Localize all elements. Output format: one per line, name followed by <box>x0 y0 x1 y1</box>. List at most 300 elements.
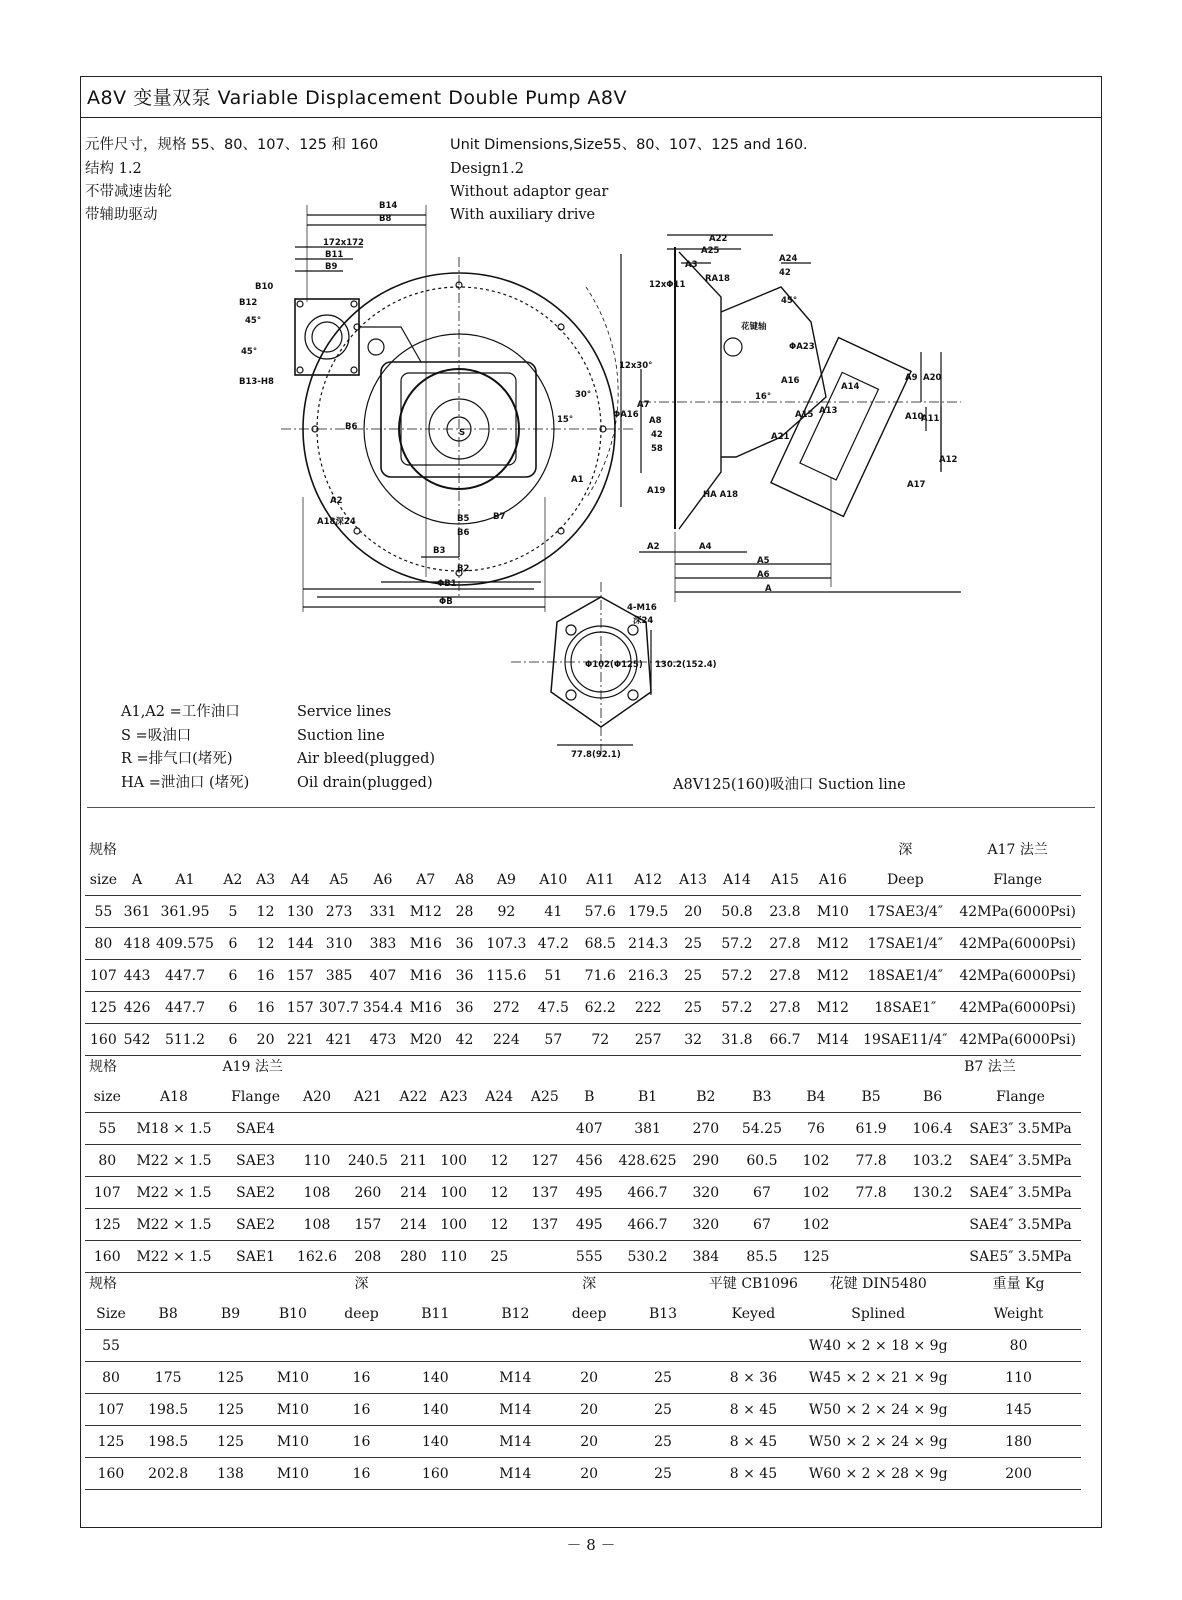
table-cell: 125 <box>85 1209 130 1241</box>
label-12x30-deg: 12x30° <box>619 361 653 371</box>
table-cell: 12 <box>475 1209 524 1241</box>
table-cell: 310 <box>318 928 361 960</box>
table-cell: 25 <box>619 1426 706 1458</box>
label-b10: B10 <box>255 282 274 292</box>
table-cell: SAE4″ 3.5MPa <box>960 1145 1081 1177</box>
table3-column-header: B11 <box>399 1298 472 1330</box>
table3-column-header: deep <box>324 1298 399 1330</box>
table-cell <box>293 1113 342 1145</box>
table2-column-header: B4 <box>795 1081 837 1113</box>
table-cell: 160 <box>85 1458 137 1490</box>
table-cell: 42MPa(6000Psi) <box>954 896 1081 928</box>
table-row <box>85 896 1081 928</box>
table-cell: 407 <box>566 1113 613 1145</box>
intro-cn-line-4: 带辅助驱动 <box>85 207 158 223</box>
page-title: A8V 变量双泵 Variable Displacement Double Pump A8V <box>87 87 628 109</box>
legend-item-cn: HA =泄油口 (堵死) <box>121 774 250 791</box>
table-cell: 68.5 <box>577 928 624 960</box>
table-cell: M10 <box>262 1458 324 1490</box>
table-row <box>85 960 1081 992</box>
table-cell: M10 <box>809 896 856 928</box>
table1-group-deep: 深 <box>898 841 913 858</box>
table-row <box>85 1177 1081 1209</box>
table-cell: M14 <box>472 1426 559 1458</box>
table-cell: W50 × 2 × 24 × 9g <box>800 1426 956 1458</box>
table-cell: 273 <box>318 896 361 928</box>
table-cell: 385 <box>318 960 361 992</box>
table-cell: W40 × 2 × 18 × 9g <box>800 1330 956 1362</box>
table-cell: 107 <box>85 960 122 992</box>
table-cell: 20 <box>559 1458 619 1490</box>
table2-column-header: A20 <box>293 1081 342 1113</box>
table-cell: 384 <box>683 1241 730 1273</box>
table-cell: 224 <box>483 1024 530 1056</box>
table3-column-header: Keyed <box>707 1298 801 1330</box>
table1-column-header: A4 <box>283 864 318 896</box>
table-cell: 130.2 <box>905 1177 960 1209</box>
legend-item-cn: S =吸油口 <box>121 727 192 744</box>
table-cell: 36 <box>446 960 483 992</box>
table1-column-header: A2 <box>218 864 249 896</box>
legend-item-cn: R =排气口(堵死) <box>121 751 233 767</box>
table1-column-header: A14 <box>714 864 761 896</box>
label-a2: A2 <box>330 496 343 506</box>
legend-item-en: Oil drain(plugged) <box>297 774 433 791</box>
table-cell: 25 <box>619 1394 706 1426</box>
table-cell: 100 <box>433 1209 475 1241</box>
table3-column-header: B12 <box>472 1298 559 1330</box>
table-cell: 66.7 <box>760 1024 809 1056</box>
table1-column-header: A11 <box>577 864 624 896</box>
table-cell: 16 <box>324 1458 399 1490</box>
table-cell: 67 <box>729 1209 795 1241</box>
table-cell: 12 <box>248 928 283 960</box>
table-cell: M10 <box>262 1394 324 1426</box>
label-phi-b: ΦB <box>439 597 453 607</box>
table2-header-row <box>85 1081 1081 1113</box>
table-cell: 16 <box>324 1426 399 1458</box>
table-cell: 125 <box>85 992 122 1024</box>
table-cell: M14 <box>472 1394 559 1426</box>
table-cell: 57 <box>530 1024 577 1056</box>
label-ra18: RA18 <box>705 274 730 284</box>
table-cell <box>524 1113 566 1145</box>
table2-column-header: B <box>566 1081 613 1113</box>
label-a19: A19 <box>647 486 666 496</box>
table-cell: 17SAE1/4″ <box>856 928 954 960</box>
label-a3: A3 <box>685 260 698 270</box>
table-cell: 198.5 <box>137 1394 199 1426</box>
table-cell: 80 <box>85 1362 137 1394</box>
table1-column-header: A8 <box>446 864 483 896</box>
table-cell: 8 × 45 <box>707 1458 801 1490</box>
table-cell: 354.4 <box>360 992 405 1024</box>
table-cell: 102 <box>795 1145 837 1177</box>
table-cell: 12 <box>248 896 283 928</box>
table-cell: 102 <box>795 1177 837 1209</box>
table-cell: SAE3 <box>219 1145 293 1177</box>
table-cell: 20 <box>559 1394 619 1426</box>
label-b2: B2 <box>457 564 470 574</box>
intro-cn-line-2: 结构 1.2 <box>85 161 142 177</box>
table-cell: 175 <box>137 1362 199 1394</box>
table-cell: 62.2 <box>577 992 624 1024</box>
table-cell: 54.25 <box>729 1113 795 1145</box>
intro-en-line-3: Without adaptor gear <box>450 184 609 200</box>
table-cell: 160 <box>399 1458 472 1490</box>
label-b6: B6 <box>345 422 358 432</box>
table2-group-b7-flange: B7 法兰 <box>964 1058 1016 1075</box>
label-phi-a23: ΦA23 <box>789 342 815 352</box>
label-4-m16: 4-M16 <box>627 603 657 613</box>
table-cell: 16 <box>248 992 283 1024</box>
table-cell <box>619 1330 706 1362</box>
table-cell: 555 <box>566 1241 613 1273</box>
table-cell: M10 <box>262 1362 324 1394</box>
table-cell: M18 × 1.5 <box>130 1113 219 1145</box>
label-phi102: Φ102(Φ125) <box>585 660 643 670</box>
table2-column-header: A23 <box>433 1081 475 1113</box>
table-cell: 25 <box>475 1241 524 1273</box>
table-cell <box>394 1113 432 1145</box>
table2-column-header: Flange <box>219 1081 293 1113</box>
table-cell: 473 <box>360 1024 405 1056</box>
table3-column-header: Weight <box>956 1298 1081 1330</box>
table1-column-header: size <box>85 864 122 896</box>
label-a14: A14 <box>841 382 860 392</box>
label-a4: A4 <box>699 542 712 552</box>
table-cell: 320 <box>683 1209 730 1241</box>
table-cell <box>433 1113 475 1145</box>
table-cell: M20 <box>405 1024 446 1056</box>
table3-column-header: B8 <box>137 1298 199 1330</box>
label-15-deg: 15° <box>557 415 574 425</box>
table-cell: 140 <box>399 1426 472 1458</box>
table-cell: 20 <box>248 1024 283 1056</box>
label-a5: A5 <box>757 556 770 566</box>
label-a9: A9 <box>905 373 918 383</box>
table-cell: W60 × 2 × 28 × 9g <box>800 1458 956 1490</box>
table-cell: 320 <box>683 1177 730 1209</box>
table-cell: 55 <box>85 1330 137 1362</box>
table-cell <box>399 1330 472 1362</box>
table3-column-header: B10 <box>262 1298 324 1330</box>
label-ha-a18: HA A18 <box>703 490 739 500</box>
table-cell: 42MPa(6000Psi) <box>954 928 1081 960</box>
table2-column-header: size <box>85 1081 130 1113</box>
table-cell: 8 × 45 <box>707 1426 801 1458</box>
table1-column-header: Flange <box>954 864 1081 896</box>
intro-cn-line-1: 元件尺寸，规格 55、80、107、125 和 160 <box>85 137 379 153</box>
label-45-deg-right: 45° <box>781 296 798 306</box>
label-a13: A13 <box>819 406 838 416</box>
intro-en-line-2: Design1.2 <box>450 161 524 177</box>
table-cell: 102 <box>795 1209 837 1241</box>
spec-table-2 <box>85 1050 1081 1273</box>
table2-column-header: B3 <box>729 1081 795 1113</box>
table-cell: SAE4″ 3.5MPa <box>960 1209 1081 1241</box>
table1-column-header: A13 <box>673 864 714 896</box>
table-cell: 270 <box>683 1113 730 1145</box>
table-cell: 257 <box>624 1024 673 1056</box>
table3-header-row <box>85 1298 1081 1330</box>
table-cell: 47.5 <box>530 992 577 1024</box>
table-cell: 18SAE1″ <box>856 992 954 1024</box>
label-b13-h8: B13-H8 <box>239 377 274 387</box>
table-row <box>85 1330 1081 1362</box>
spec-table-1 <box>85 833 1081 1056</box>
label-a8: A8 <box>649 416 662 426</box>
table-cell: 42 <box>446 1024 483 1056</box>
table-cell: 495 <box>566 1177 613 1209</box>
table-cell: 125 <box>199 1426 261 1458</box>
table-cell: 80 <box>85 928 122 960</box>
label-a24: A24 <box>779 254 798 264</box>
table-cell: 211 <box>394 1145 432 1177</box>
table-cell: 8 × 45 <box>707 1394 801 1426</box>
table-cell: 200 <box>956 1458 1081 1490</box>
legend-en <box>297 701 435 795</box>
table-cell <box>341 1113 394 1145</box>
table-row <box>85 1113 1081 1145</box>
table2-column-header: A25 <box>524 1081 566 1113</box>
table-cell: 55 <box>85 1113 130 1145</box>
table-cell: 180 <box>956 1426 1081 1458</box>
table-cell: 160 <box>85 1024 122 1056</box>
table-cell: 272 <box>483 992 530 1024</box>
label-b12: B12 <box>239 298 258 308</box>
table-cell: 41 <box>530 896 577 928</box>
table-cell: 107 <box>85 1177 130 1209</box>
table-cell: 18SAE1/4″ <box>856 960 954 992</box>
table-cell: 260 <box>341 1177 394 1209</box>
table-cell: M10 <box>262 1426 324 1458</box>
table-cell: 6 <box>218 928 249 960</box>
table-cell: 16 <box>248 960 283 992</box>
table1-column-header: A9 <box>483 864 530 896</box>
table-row <box>85 1362 1081 1394</box>
table-cell: 157 <box>283 960 318 992</box>
label-b3: B3 <box>433 546 446 556</box>
label-s: S <box>459 428 466 438</box>
label-16-deg: 16° <box>755 392 772 402</box>
intro-en-line-4: With auxiliary drive <box>450 207 596 223</box>
label-a11: A11 <box>921 414 940 424</box>
table-cell: M12 <box>809 960 856 992</box>
table-cell: 106.4 <box>905 1113 960 1145</box>
table-cell: M22 × 1.5 <box>130 1209 219 1241</box>
table-cell: 31.8 <box>714 1024 761 1056</box>
table-cell: M12 <box>809 928 856 960</box>
table1-group-flange: A17 法兰 <box>987 841 1048 858</box>
table-cell: 61.9 <box>837 1113 905 1145</box>
table-cell: 447.7 <box>152 992 217 1024</box>
table-cell: 466.7 <box>613 1209 683 1241</box>
table-cell: 110 <box>956 1362 1081 1394</box>
table1-column-header: A12 <box>624 864 673 896</box>
label-deep-24: 深24 <box>633 616 654 626</box>
table3-column-header: B9 <box>199 1298 261 1330</box>
table-cell: 160 <box>85 1241 130 1273</box>
table-cell: 361 <box>122 896 153 928</box>
table-cell: M16 <box>405 960 446 992</box>
table-cell: 361.95 <box>152 896 217 928</box>
table-cell: M22 × 1.5 <box>130 1241 219 1273</box>
table-cell: 36 <box>446 928 483 960</box>
legend-item-en: Suction line <box>297 727 385 744</box>
label-130-2: 130.2(152.4) <box>655 660 717 670</box>
label-spline-shaft: 花键轴 <box>741 322 767 332</box>
table-cell: 47.2 <box>530 928 577 960</box>
table-cell: 383 <box>360 928 405 960</box>
table-cell: 456 <box>566 1145 613 1177</box>
table-cell: 426 <box>122 992 153 1024</box>
table-cell: 27.8 <box>760 960 809 992</box>
table-cell: 36 <box>446 992 483 1024</box>
table-cell: SAE4″ 3.5MPa <box>960 1177 1081 1209</box>
table-cell: 331 <box>360 896 405 928</box>
table-row <box>85 1145 1081 1177</box>
intro-en-line-1: Unit Dimensions,Size55、80、107、125 and 160. <box>450 137 808 153</box>
table-cell: 214.3 <box>624 928 673 960</box>
table1-column-header: A <box>122 864 153 896</box>
table-cell: 443 <box>122 960 153 992</box>
table-cell: 110 <box>293 1145 342 1177</box>
legend-item-en: Air bleed(plugged) <box>297 751 436 767</box>
intro-cn-line-3: 不带减速齿轮 <box>85 184 172 200</box>
table2-column-header: B2 <box>683 1081 730 1113</box>
label-a12: A12 <box>939 455 958 465</box>
table-cell: SAE3″ 3.5MPa <box>960 1113 1081 1145</box>
table-cell: SAE5″ 3.5MPa <box>960 1241 1081 1273</box>
label-42-top: 42 <box>779 268 791 278</box>
label-b9: B9 <box>325 262 338 272</box>
label-12x-phi11: 12xΦ11 <box>649 280 686 290</box>
table-cell: 542 <box>122 1024 153 1056</box>
table-cell: M22 × 1.5 <box>130 1177 219 1209</box>
label-phi-a16: ΦA16 <box>613 410 639 420</box>
label-a7: A7 <box>637 400 650 410</box>
table2-column-header: B5 <box>837 1081 905 1113</box>
table-row <box>85 928 1081 960</box>
label-a2-side: A2 <box>647 542 660 552</box>
table-cell: 110 <box>433 1241 475 1273</box>
table-cell: 27.8 <box>760 928 809 960</box>
table-cell: 55 <box>85 896 122 928</box>
table-cell: 140 <box>399 1362 472 1394</box>
label-a: A <box>765 584 772 594</box>
table-cell <box>905 1209 960 1241</box>
label-a6: A6 <box>757 570 770 580</box>
table3-group-deep-b: 深 <box>582 1275 597 1292</box>
table-cell: 42MPa(6000Psi) <box>954 1024 1081 1056</box>
table-cell <box>707 1330 801 1362</box>
label-a18-deep: A18深24 <box>317 517 356 527</box>
table-cell <box>262 1330 324 1362</box>
table3-column-header: Splined <box>800 1298 956 1330</box>
table-cell: 57.2 <box>714 928 761 960</box>
table-cell: M22 × 1.5 <box>130 1145 219 1177</box>
table-cell: 108 <box>293 1209 342 1241</box>
table-cell: 127 <box>524 1145 566 1177</box>
table-cell: 32 <box>673 1024 714 1056</box>
table-cell: 6 <box>218 992 249 1024</box>
table-cell: 16 <box>324 1362 399 1394</box>
table-row <box>85 1394 1081 1426</box>
table-cell: 8 × 36 <box>707 1362 801 1394</box>
table-cell: 67 <box>729 1177 795 1209</box>
table-cell: 16 <box>324 1394 399 1426</box>
table1-column-header: A6 <box>360 864 405 896</box>
table-cell: M14 <box>472 1362 559 1394</box>
table-cell: 6 <box>218 1024 249 1056</box>
table-cell: 115.6 <box>483 960 530 992</box>
table-cell: 25 <box>619 1458 706 1490</box>
table-cell: 240.5 <box>341 1145 394 1177</box>
table-cell: 20 <box>559 1362 619 1394</box>
table1-column-header: A15 <box>760 864 809 896</box>
table-cell: 72 <box>577 1024 624 1056</box>
table-cell: 50.8 <box>714 896 761 928</box>
table1-column-header: Deep <box>856 864 954 896</box>
table-cell: 214 <box>394 1177 432 1209</box>
table-cell: 145 <box>956 1394 1081 1426</box>
table-cell: 222 <box>624 992 673 1024</box>
table-cell: 76 <box>795 1113 837 1145</box>
table2-group-a19-flange: A19 法兰 <box>222 1058 283 1075</box>
table-row <box>85 1209 1081 1241</box>
table-cell: M14 <box>809 1024 856 1056</box>
table-cell: 157 <box>283 992 318 1024</box>
table2-column-header: B1 <box>613 1081 683 1113</box>
page-number: － 8 － <box>566 1536 616 1554</box>
table3-group-splined: 花键 DIN5480 <box>829 1275 927 1292</box>
table3-group-deep-a: 深 <box>354 1275 369 1292</box>
table-cell: 130 <box>283 896 318 928</box>
table3-group-size: 规格 <box>89 1275 117 1292</box>
table-cell: 25 <box>673 992 714 1024</box>
table-cell: 51 <box>530 960 577 992</box>
table-cell: 418 <box>122 928 153 960</box>
table2-column-header: B6 <box>905 1081 960 1113</box>
table-cell: 25 <box>673 960 714 992</box>
label-a16: A16 <box>781 376 800 386</box>
table-row <box>85 992 1081 1024</box>
legend-item-en: Service lines <box>297 704 392 720</box>
table-cell: 42MPa(6000Psi) <box>954 960 1081 992</box>
label-a20: A20 <box>923 373 942 383</box>
table-cell: 290 <box>683 1145 730 1177</box>
table-cell: 409.575 <box>152 928 217 960</box>
label-a10: A10 <box>905 412 924 422</box>
table-cell: 92 <box>483 896 530 928</box>
table1-column-header: A7 <box>405 864 446 896</box>
table1-column-header: A10 <box>530 864 577 896</box>
table-cell: 85.5 <box>729 1241 795 1273</box>
table-cell: 108 <box>293 1177 342 1209</box>
table-cell <box>199 1330 261 1362</box>
table-cell <box>559 1330 619 1362</box>
table-cell: 407 <box>360 960 405 992</box>
table-cell: 12 <box>475 1145 524 1177</box>
table-cell: 27.8 <box>760 992 809 1024</box>
table-cell: 20 <box>673 896 714 928</box>
table-cell: 60.5 <box>729 1145 795 1177</box>
table-cell: 57.6 <box>577 896 624 928</box>
label-a25: A25 <box>701 246 720 256</box>
table-cell: 137 <box>524 1177 566 1209</box>
table-cell: 25 <box>619 1362 706 1394</box>
